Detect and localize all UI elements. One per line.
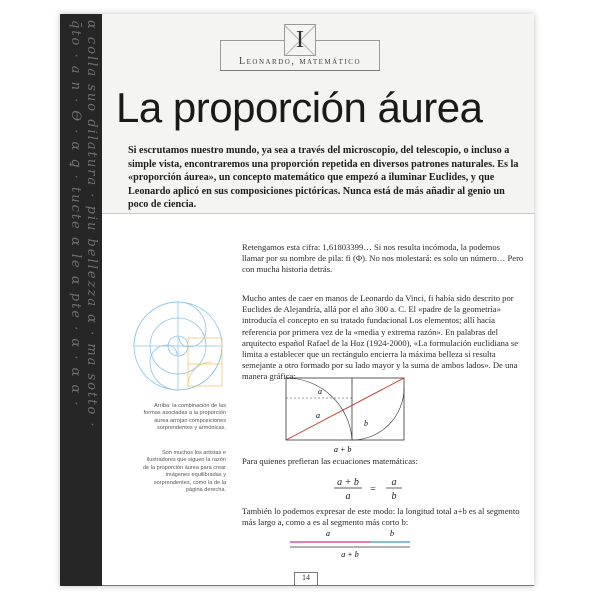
page-number: 14 bbox=[302, 573, 310, 582]
book-page bbox=[60, 14, 534, 586]
decorative-manuscript-strip bbox=[60, 14, 102, 586]
label-a-left: a bbox=[316, 411, 320, 420]
manuscript-text bbox=[66, 20, 98, 580]
eq-rhs-numerator: a bbox=[391, 477, 397, 488]
eq-rhs-denominator: b bbox=[391, 491, 397, 502]
caption-top: Arriba: la combinación de las formas asociadas a la proporción áurea arrojan composiciones sorprendentes y armónicas. bbox=[143, 403, 226, 432]
arc-b bbox=[352, 388, 404, 440]
manuscript-line: ɑ colla suo dilatura · piu bellezza ɑ · ma sotto · bbox=[84, 20, 99, 429]
golden-rectangle-diagram bbox=[278, 376, 414, 456]
golden-spiral-illustration bbox=[124, 298, 232, 394]
eq-lhs-denominator: a bbox=[345, 491, 351, 502]
manuscript-line: q̄to · a n · Ɵ · ɑ ꝗ · tucte ɑ le ɑ pte · ɑ · ɑ ɑ · bbox=[68, 20, 83, 408]
intro-paragraph: Si escrutamos nuestro mundo, ya sea a través del microscopio, del telescopio, o incluso a simple vista, encontraremos una proporción repetida en diversos patrones naturales. Es la «proporción áurea», un concepto matemático que empezó a iluminar Euclides, y que Leonardo aplicó en sus composiciones pictóricas. Nunca está de más añadir al genio un poco de ciencia. bbox=[128, 145, 519, 211]
chapter-roman-box bbox=[284, 24, 316, 56]
segment-label-b: b bbox=[390, 529, 394, 538]
series-underline bbox=[220, 70, 380, 71]
page-number-tab bbox=[294, 572, 318, 586]
label-sum: a + b bbox=[334, 445, 352, 454]
golden-rectangle bbox=[188, 338, 222, 386]
frame-line bbox=[315, 40, 380, 41]
eq-lhs-numerator: a + b bbox=[337, 477, 359, 488]
label-a-top: a bbox=[318, 387, 322, 396]
segment-label-a: a bbox=[326, 529, 330, 538]
golden-arc bbox=[188, 362, 212, 386]
section-divider bbox=[102, 213, 534, 214]
footer-line bbox=[102, 585, 534, 586]
diagonal-line bbox=[286, 378, 404, 440]
body-paragraph: Para quienes prefieran las ecuaciones matemáticas: bbox=[242, 456, 418, 466]
body-paragraph: Retengamos esta cifra: 1,61803399… Si nos resulta incómoda, la podemos llamar por su nombre de pila: fi (Φ). No nos molestará: es solo un número… Pero con mucha historia detrás. bbox=[242, 242, 524, 275]
frame-line bbox=[220, 40, 284, 41]
body-paragraph: Mucho antes de caer en manos de Leonardo da Vinci, fi había sido descrito por Euclides de Alejandría, allá por el año 300 a. C. El «padre de la geometría» introducía el concepto en su tratado fundacional Los elementos; allí hacía referencia por primera vez de la «media y extrema razón». En palabras del arquitecto español Rafael de la Hoz (1924-2000), «La formulación euclidiana se limita a establecer que un rectángulo encierra la máxima belleza si resulta semejante a otro formado por su lado mayor y la suma de ambos lados». De una manera gráfica: bbox=[242, 293, 519, 382]
eq-equals: = bbox=[370, 484, 376, 495]
segment-label-sum: a + b bbox=[341, 550, 359, 559]
series-title: Leonardo, matemático bbox=[239, 56, 361, 67]
page-title: La proporción áurea bbox=[116, 84, 483, 131]
chapter-roman-numeral: I bbox=[296, 27, 304, 53]
golden-ratio-equation bbox=[328, 474, 418, 504]
segment-diagram bbox=[288, 528, 412, 560]
body-paragraph: También lo podemos expresar de este modo: la longitud total a+b es al segmento más largo a, como a es al segmento más corto b: bbox=[242, 506, 520, 528]
label-b: b bbox=[364, 419, 368, 428]
caption-bottom: Son muchos los artistas e ilustradores que siguen la razón de la proporción áurea para crear imágenes equilibradas y sorprendentes, como la de la página derecha. bbox=[142, 450, 226, 494]
